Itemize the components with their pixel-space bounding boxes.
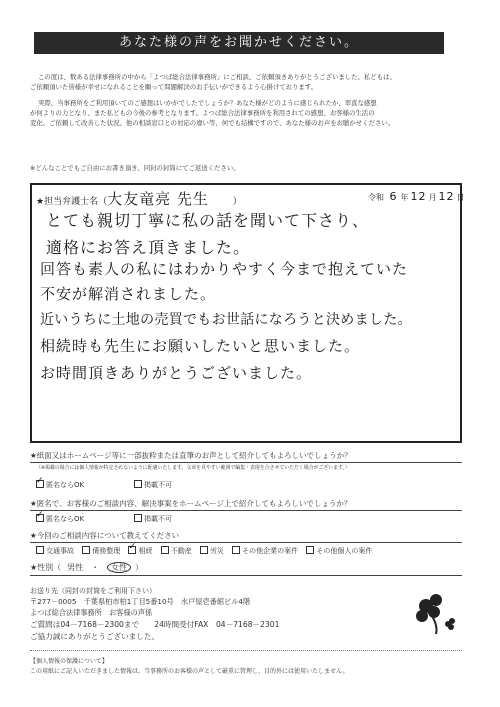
thanks-message: ご協力誠にありがとうございました。 (30, 632, 160, 641)
checkbox-icon[interactable] (134, 514, 142, 522)
consult-option-traffic[interactable]: 交通事故 (36, 547, 74, 555)
intro-line: ご依頼頂いた皆様が幸せになれることを願って問題解決のお手伝いができるよう心掛けております。 (30, 83, 318, 91)
privacy-text: この用紙にご記入いただきました情報は、当事務所のお客様の声として厳重に管理し、目的外には使用いたしません。 (30, 668, 349, 675)
comment-line: 相続時も先生にお願いしたいと思いました。 (40, 337, 361, 355)
page-title: あなた様の声をお聞かせください。 (34, 32, 444, 54)
consult-option-debt[interactable]: 債務整理 (82, 547, 120, 555)
consult-option-corporate[interactable]: その他企業の案件 (232, 547, 298, 555)
checkbox-icon[interactable] (134, 480, 142, 488)
lawyer-close: ） (232, 197, 242, 207)
lawyer-label: ★担当弁護士名（ (36, 197, 108, 207)
comment-line: 不安が解消されました。 (40, 285, 217, 303)
option-label: 掲載不可 (144, 515, 172, 523)
comment-line: 近いうちに土地の売買でもお世話になろうと決めました。 (40, 312, 412, 328)
date-year: 6 (389, 190, 398, 203)
comment-line: 回答も素人の私にはわかりやすく今まで抱えていた (40, 260, 409, 278)
question-consult-type: ★今回のご相談内容について教えてください (30, 530, 462, 543)
gender-separator: ・ (91, 563, 100, 572)
gender-female-selected[interactable]: 女性 (107, 562, 131, 573)
date-day: 12 (438, 190, 455, 203)
address: 〒277－0005 千葉県柏市柏1丁目5番10号 水戸屋壱番館ビル4階 (30, 597, 251, 606)
gender-male[interactable]: 男性 (67, 563, 84, 572)
intro-line: この度は、数ある法律事務所の中から「よつば総合法律事務所」にご相談、ご依頼頂きありがとうございました。私どもは、 (38, 73, 396, 81)
date-day-unit: 日 (456, 193, 465, 202)
date-era: 令和 (368, 193, 384, 202)
question-publish: ★紙面又はホームページ等に一部抜粋または直筆のお声として紹介してもよろしいでしょうか？ (30, 450, 462, 463)
date-year-unit: 年 (400, 193, 409, 202)
comment-line: 適格にお答え頂きました。 (46, 238, 251, 257)
consult-option-inheritance[interactable]: ✓ 相続 (128, 547, 152, 555)
lawyer-name-field (36, 188, 242, 209)
date-field (368, 190, 465, 203)
date-month: 12 (410, 190, 427, 203)
intro-paragraph-2 (30, 98, 470, 128)
checkbox-checked-icon[interactable] (36, 514, 44, 522)
option-label: 掲載不可 (144, 481, 172, 489)
case-anon-option[interactable] (36, 514, 84, 524)
checkbox-checked-icon[interactable] (36, 480, 44, 488)
question-publish-note: （※掲載の場合には個人情報が特定されないように配慮いたします。文章を見やすい範囲で編集・表現を合させていただく場合がございます。） (36, 465, 350, 471)
comment-line: とても親切丁寧に私の話を聞いて下さり、 (46, 211, 370, 230)
consult-option-realestate[interactable]: 不動産 (161, 547, 192, 555)
publish-anon-option[interactable] (36, 480, 84, 490)
option-label: 匿名ならOK (46, 515, 85, 523)
intro-line: が何よりの力となり、また私どもの今後の参考となります。よつば総合法律事務所を利用されての感想、お客様の生活の (30, 109, 375, 117)
publish-no-option[interactable] (134, 480, 172, 490)
question-gender (30, 562, 462, 576)
case-no-option[interactable] (134, 514, 172, 524)
divider (30, 650, 462, 651)
lawyer-name: 大友竜亮 先生 (107, 190, 209, 208)
intro-paragraph-1 (30, 72, 470, 92)
intro-line: 実際、当事務所をご利用頂いてのご感想はいかがでしたでしょうか？あなた様がどのように感じられたか、率直な感想 (38, 99, 377, 107)
address-title: お送り先（同封の封筒をご利用下さい） (30, 587, 156, 595)
gender-close: ） (135, 563, 144, 572)
intro-line: 変化、ご依頼して改善した状況、他の相談窓口との対応の違い等、何でも結構ですので、あなた様のお声をお聴かせください。 (30, 119, 395, 127)
option-label: 匿名ならOK (46, 481, 85, 489)
date-month-unit: 月 (428, 193, 437, 202)
privacy-title: 【個人情報の保護について】 (30, 658, 108, 665)
clover-icon (412, 594, 460, 640)
phone-fax: ご質問は04－7168－2300まで 24時間受付FAX 04－7168－2301 (30, 620, 280, 629)
question-case-publish: ★匿名で、お客様のご相談内容、解決事案をホームページ上で紹介してもよろしいでしょうか？ (30, 498, 462, 511)
consult-option-personal[interactable]: その他個人の案件 (306, 547, 372, 555)
consult-type-options (36, 546, 372, 556)
intro-note: ※どんなことでもご自由にお書き頂き、同封の封筒にてご返送ください。 (30, 164, 240, 172)
office-name: よつば総合法律事務所 お客様の声係 (30, 608, 153, 617)
comment-line: お時間頂きありがとうございました。 (40, 364, 313, 382)
consult-option-labor[interactable]: 労災 (200, 547, 224, 555)
gender-label: ★性別（ (30, 563, 62, 572)
